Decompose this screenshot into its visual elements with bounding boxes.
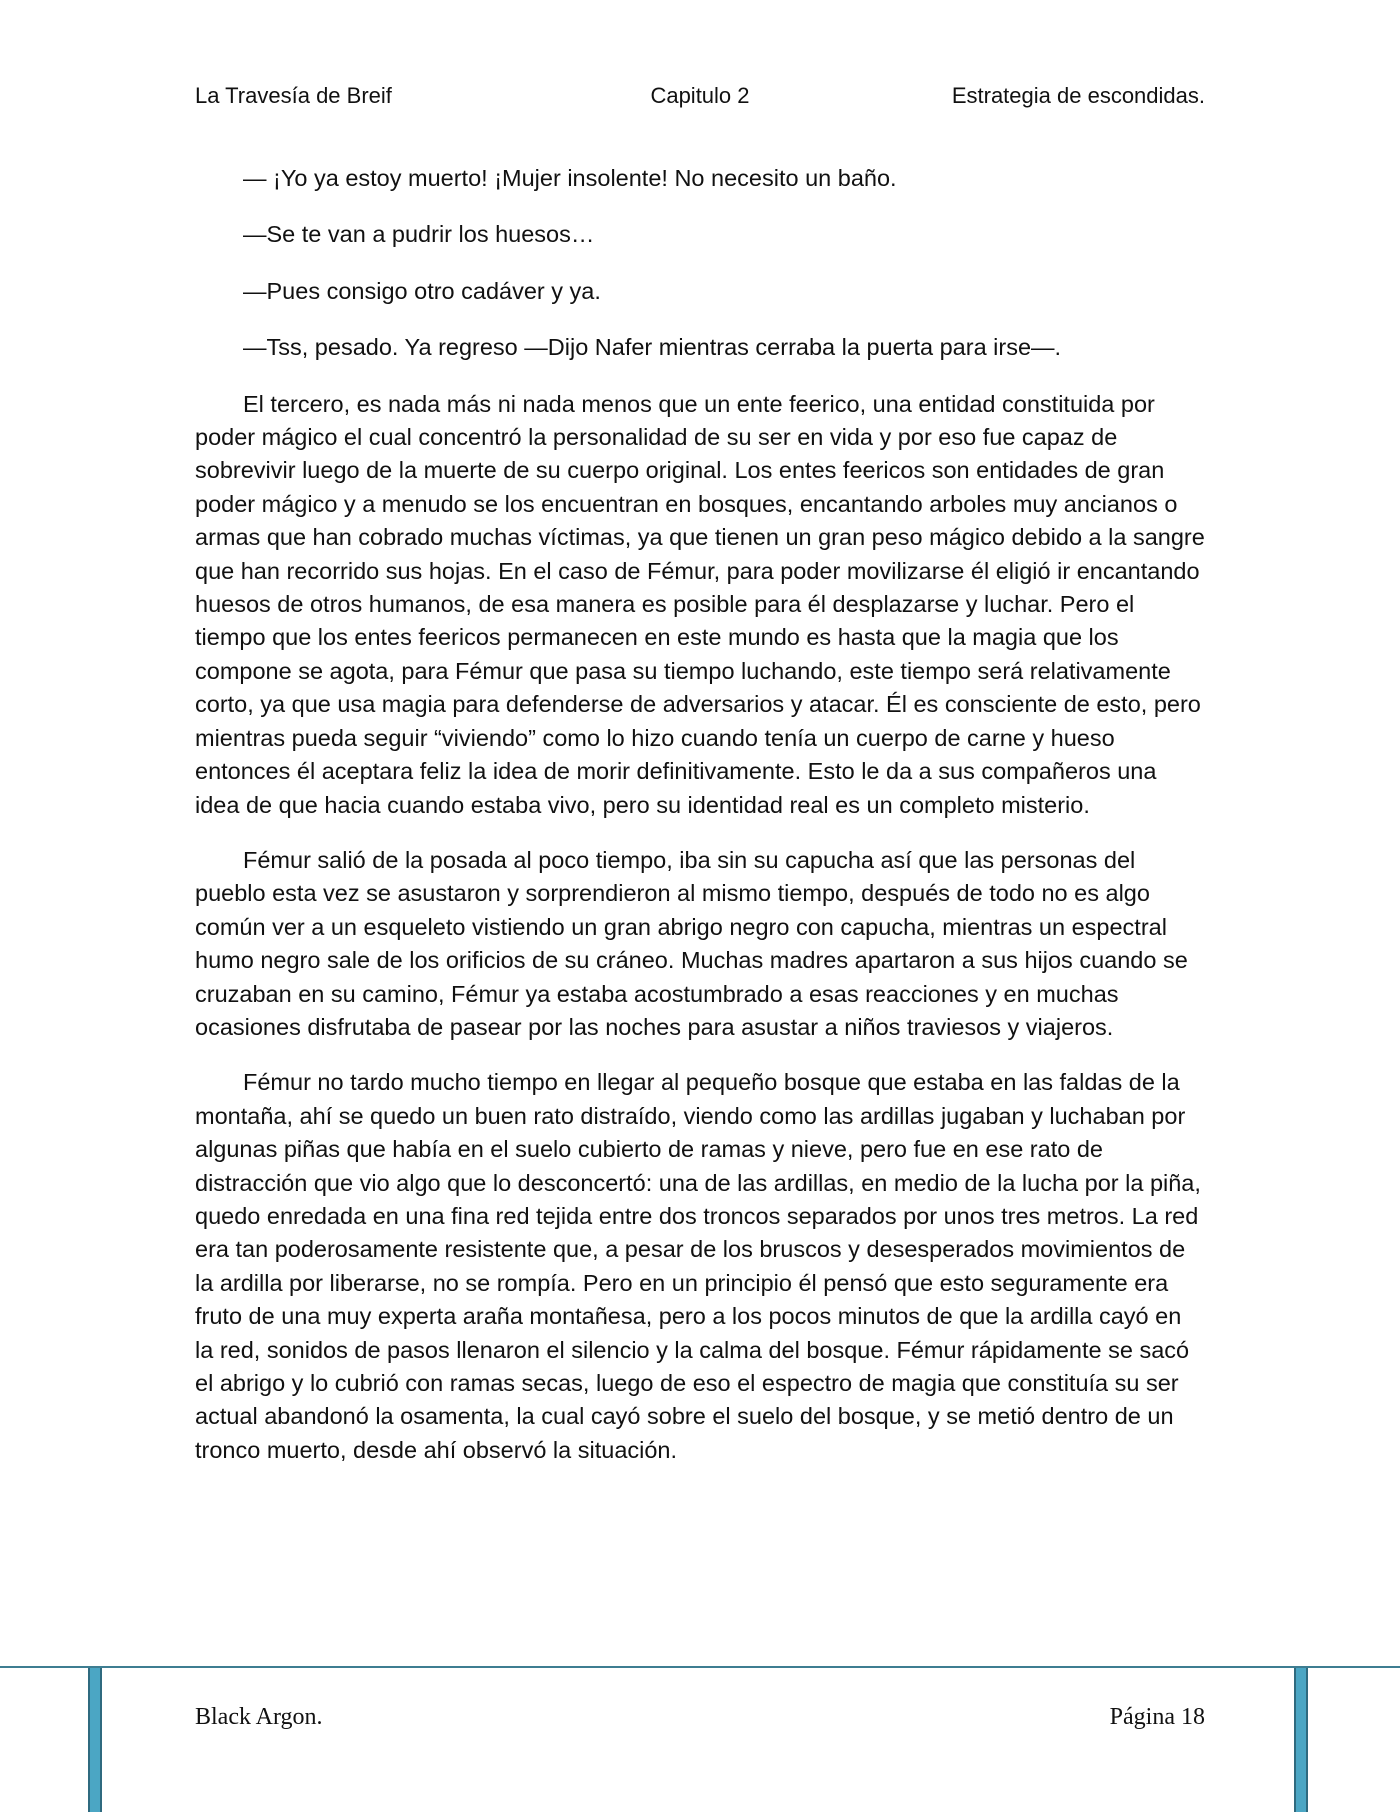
footer-divider <box>0 1666 1400 1668</box>
page-header <box>195 80 1205 112</box>
header-book-title: La Travesía de Breif <box>195 83 392 108</box>
dialog-line: —Pues consigo otro cadáver y ya. <box>243 277 601 304</box>
footer-author: Black Argon. <box>195 1704 323 1730</box>
page-body <box>195 162 1205 1489</box>
footer-page-number: Página 18 <box>1109 1704 1205 1730</box>
footer-left-bar <box>88 1668 102 1812</box>
body-paragraph: El tercero, es nada más ni nada menos que un ente feerico, una entidad constituida por poder mágico el cual concentró la personalidad de su ser en vida y por eso fue capaz de sobrevivir luego de la muerte de su cuerpo original. Los entes feericos son entidades de gran poder mágico y a menudo se los encuentran en bosques, encantando arboles muy ancianos o armas que han cobrado muchas víctimas, ya que tienen un gran peso mágico debido a la sangre que han recorrido sus hojas. En el caso de Fémur, para poder movilizarse él eligió ir encantando huesos de otros humanos, de esa manera es posible para él desplazarse y luchar. Pero el tiempo que los entes feericos permanecen en este mundo es hasta que la magia que los compone se agota, para Fémur que pasa su tiempo luchando, este tiempo será relativamente corto, ya que usa magia para defenderse de adversarios y atacar. Él es consciente de esto, pero mientras pueda seguir “viviendo” como lo hizo cuando tenía un cuerpo de carne y hueso entonces él aceptara feliz la idea de morir definitivamente. Esto le da a sus compañeros una idea de que hacia cuando estaba vivo, pero su identidad real es un completo misterio. <box>195 390 1205 818</box>
page-footer <box>195 1700 1205 1734</box>
dialog-line: —Tss, pesado. Ya regreso —Dijo Nafer mientras cerraba la puerta para irse—. <box>243 334 1062 361</box>
header-chapter: Capitulo 2 <box>650 83 750 108</box>
dialog-line: — ¡Yo ya estoy muerto! ¡Mujer insolente! No necesito un baño. <box>243 165 897 191</box>
body-paragraph: Fémur no tardo mucho tiempo en llegar al pequeño bosque que estaba en las faldas de la montaña, ahí se quedo un buen rato distraído, viendo como las ardillas jugaban y luchaban por algunas piñas que había en el suelo cubierto de ramas y nieve, pero fue en ese rato de distracción que vio algo que lo desconcertó: una de las ardillas, en medio de la lucha por la piña, quedo enredada en una fina red tejida entre dos troncos separados por unos tres metros. La red era tan poderosamente resistente que, a pesar de los bruscos y desesperados movimientos de la ardilla por liberarse, no se rompía. Pero en un principio él pensó que esto seguramente era fruto de una muy experta araña montañesa, pero a los pocos minutos de que la ardilla cayó en la red, sonidos de pasos llenaron el silencio y la calma del bosque. Fémur rápidamente se sacó el abrigo y lo cubrió con ramas secas, luego de eso el espectro de magia que constituía su ser actual abandonó la osamenta, la cual cayó sobre el suelo del bosque, y se metió dentro de un tronco muerto, desde ahí observó la situación. <box>195 1069 1201 1463</box>
header-section-title: Estrategia de escondidas. <box>951 83 1205 108</box>
body-paragraph: Fémur salió de la posada al poco tiempo, iba sin su capucha así que las personas del pueblo esta vez se asustaron y sorprendieron al mismo tiempo, después de todo no es algo común ver a un esqueleto vistiendo un gran abrigo negro con capucha, mientras un espectral humo negro sale de los orificios de su cráneo. Muchas madres apartaron a sus hijos cuando se cruzaban en su camino, Fémur ya estaba acostumbrado a esas reacciones y en muchas ocasiones disfrutaba de pasear por las noches para asustar a niños traviesos y viajeros. <box>195 846 1188 1040</box>
dialog-line: —Se te van a pudrir los huesos… <box>243 221 595 248</box>
footer-right-bar <box>1294 1668 1308 1812</box>
